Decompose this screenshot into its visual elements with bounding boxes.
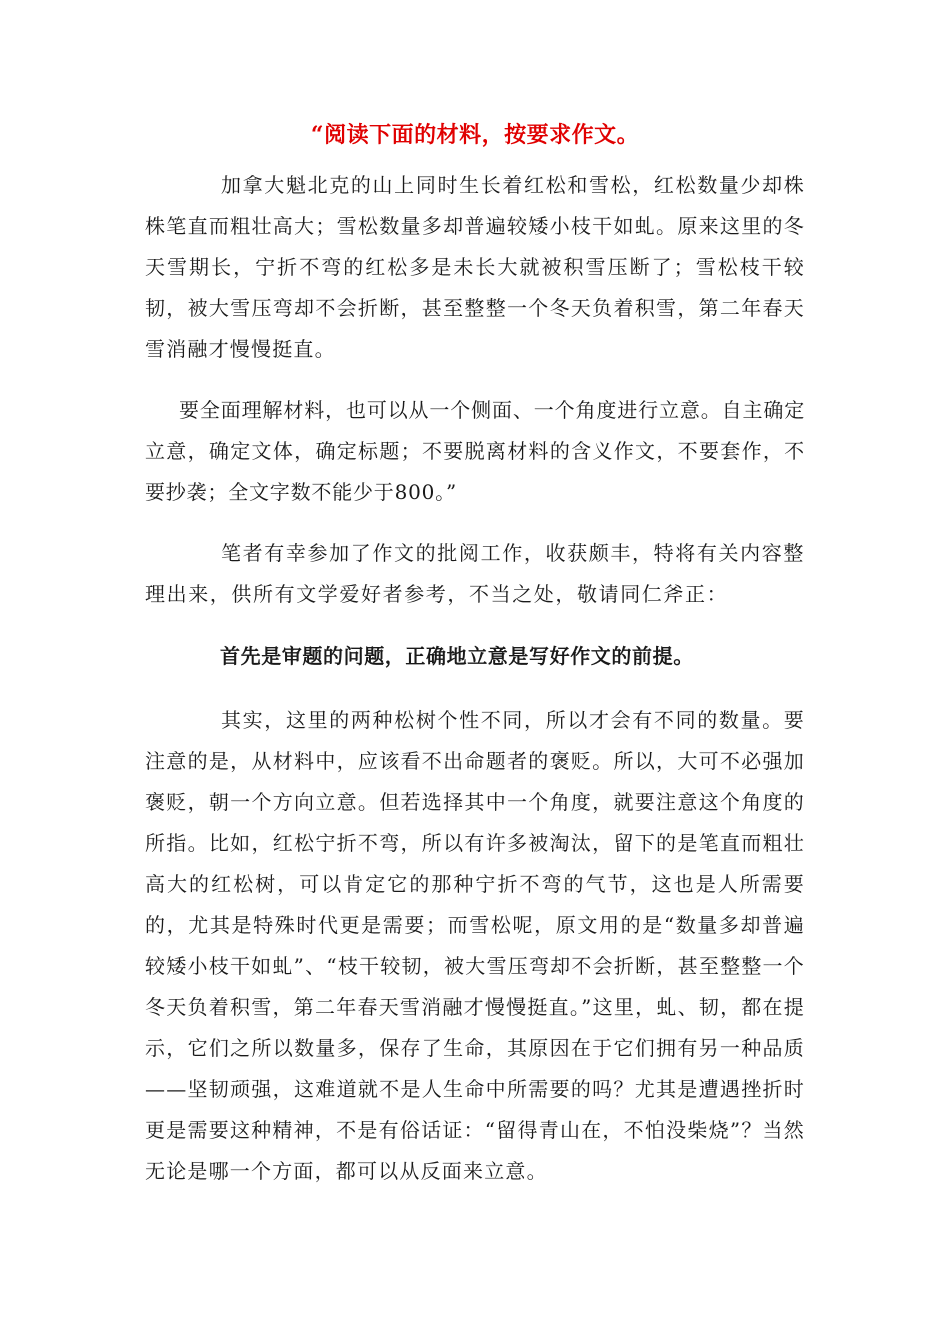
- section-heading: 首先是审题的问题，正确地立意是写好作文的前提。: [220, 644, 694, 668]
- material-paragraph: 加拿大魁北克的山上同时生长着红松和雪松，红松数量少却株株笔直而粗壮高大；雪松数量多却普遍较矮小枝干如虬。原来这里的冬天雪期长，宁折不弯的红松多是未长大就被积雪压断了；雪松枝干较韧，被大雪压弯却不会折断，甚至整整一个冬天负着积雪，第二年春天雪消融才慢慢挺直。: [145, 173, 805, 361]
- requirement-paragraph: 要全面理解材料，也可以从一个侧面、一个角度进行立意。自主确定立意，确定文体，确定标题；不要脱离材料的含义作文，不要套作，不要抄袭；全文字数不能少于800。”: [145, 398, 805, 504]
- document-title: “阅读下面的材料，按要求作文。: [310, 122, 640, 148]
- analysis-paragraph: 其实，这里的两种松树个性不同，所以才会有不同的数量。要注意的是，从材料中，应该看不出命题者的褒贬。所以，大可不必强加褒贬，朝一个方向立意。但若选择其中一个角度，就要注意这个角度的所指。比如，红松宁折不弯，所以有许多被淘汰，留下的是笔直而粗壮高大的红松树，可以肯定它的那种宁折不弯的气节，这也是人所需要的，尤其是特殊时代更是需要；而雪松呢，原文用的是“数量多却普遍较矮小枝干如虬”、“枝干较韧，被大雪压弯却不会折断，甚至整整一个冬天负着积雪，第二年春天雪消融才慢慢挺直。”这里，虬、韧，都在提示，它们之所以数量多，保存了生命，其原因在于它们拥有另一种品质——坚韧顽强，这难道就不是人生命中所需要的吗？尤其是遭遇挫折时更是需要这种精神，不是有俗话证：“留得青山在，不怕没柴烧”？当然无论是哪一个方面，都可以从反面来立意。: [145, 708, 805, 1183]
- intro-paragraph: 笔者有幸参加了作文的批阅工作，收获颇丰，特将有关内容整理出来，供所有文学爱好者参考，不当之处，敬请同仁斧正：: [145, 541, 805, 606]
